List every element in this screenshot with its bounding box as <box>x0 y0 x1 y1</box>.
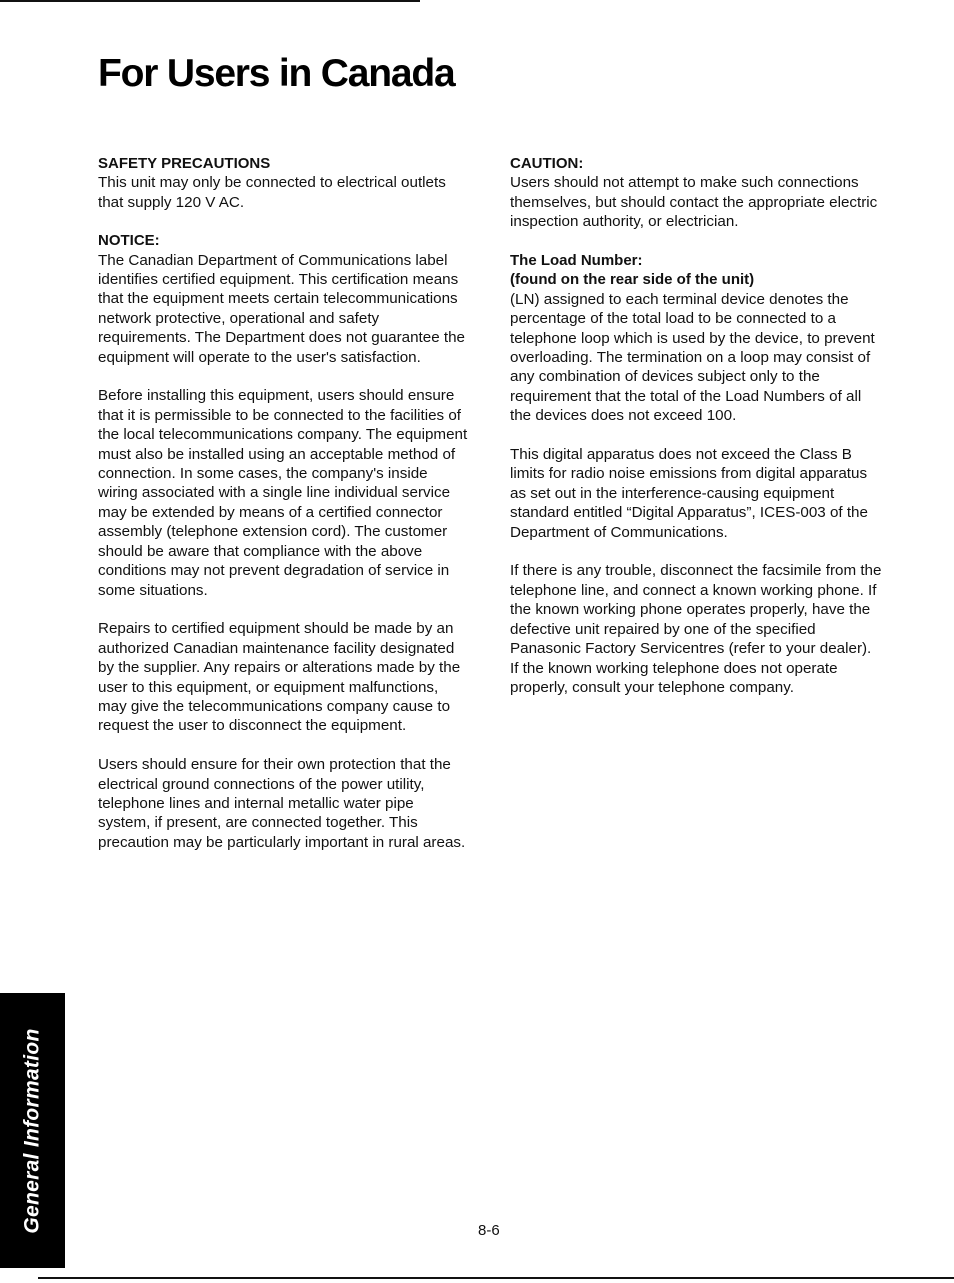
right-column <box>510 154 882 697</box>
section-tab-label: General Information <box>20 1027 44 1234</box>
notice-heading: NOTICE: <box>98 232 160 250</box>
digital-apparatus-text: This digital apparatus does not exceed the Class B limits for radio noise emissions from digital apparatus as set out in the interference-causing equipment standard entitled “Digital Apparatus”, ICES-003 of the Department of Communications. <box>510 446 868 541</box>
section-tab-label-wrap <box>0 993 65 1268</box>
notice-paragraph-1: The Canadian Department of Communications label identifies certified equipment. This certification means that the equipment meets certain telecommunications network protective, operational and safety requirements. The Department does not guarantee the equipment will operate to the user's satisfaction. <box>98 251 465 366</box>
trouble-text: If there is any trouble, disconnect the facsimile from the telephone line, and connect a known working phone. If the known working phone operates properly, have the defective unit repaired by one of the specified Panasonic Factory Servicentres (refer to your dealer). If the known working telephone does not operate properly, consult your telephone company. <box>510 562 882 696</box>
safety-precautions-text: This unit may only be connected to electrical outlets that supply 120 V AC. <box>98 174 446 211</box>
load-number-heading: The Load Number: <box>510 252 643 270</box>
spacer <box>98 212 470 231</box>
caution-heading: CAUTION: <box>510 155 584 172</box>
load-number-subheading: (found on the rear side of the unit) <box>510 271 755 289</box>
notice-paragraph-4: Users should ensure for their own protection that the electrical ground connections of the power utility, telephone lines and internal metallic water pipe system, if present, are connected together. This precaution may be particularly important in rural areas. <box>98 756 466 851</box>
caution-text: Users should not attempt to make such connections themselves, but should contact the appropriate electric inspection authority, or electrician. <box>510 174 878 231</box>
left-column <box>98 154 470 852</box>
page-number: 8-6 <box>478 1222 500 1239</box>
spacer <box>98 600 470 619</box>
spacer <box>510 426 882 445</box>
spacer <box>510 232 882 251</box>
spacer <box>510 542 882 561</box>
safety-precautions-heading: SAFETY PRECAUTIONS <box>98 155 271 172</box>
spacer <box>98 367 470 386</box>
page-title: For Users in Canada <box>98 52 455 95</box>
top-rule <box>0 0 420 2</box>
bottom-rule <box>38 1277 954 1279</box>
spacer <box>98 736 470 755</box>
notice-paragraph-3: Repairs to certified equipment should be made by an authorized Canadian maintenance facility designated by the supplier. Any repairs or alterations made by the user to this equipment, or equipment malfunctions, may give the telecommunications company cause to request the user to disconnect the equipment. <box>98 620 461 735</box>
load-number-text: (LN) assigned to each terminal device denotes the percentage of the total load to be connected to a telephone loop which is used by the device, to prevent overloading. The termination on a loop may consist of any combination of devices subject only to the requirement that the total of the Load Numbers of all the devices does not exceed 100. <box>510 290 875 425</box>
notice-paragraph-2: Before installing this equipment, users should ensure that it is permissible to be connected to the facilities of the local telecommunications company. The equipment must also be installed using an acceptable method of connection. In some cases, the company's inside wiring associated with a single line individual service may be extended by means of a certified connector assembly (telephone extension cord). The customer should be aware that compliance with the above conditions may not prevent degradation of service in some situations. <box>98 387 468 599</box>
